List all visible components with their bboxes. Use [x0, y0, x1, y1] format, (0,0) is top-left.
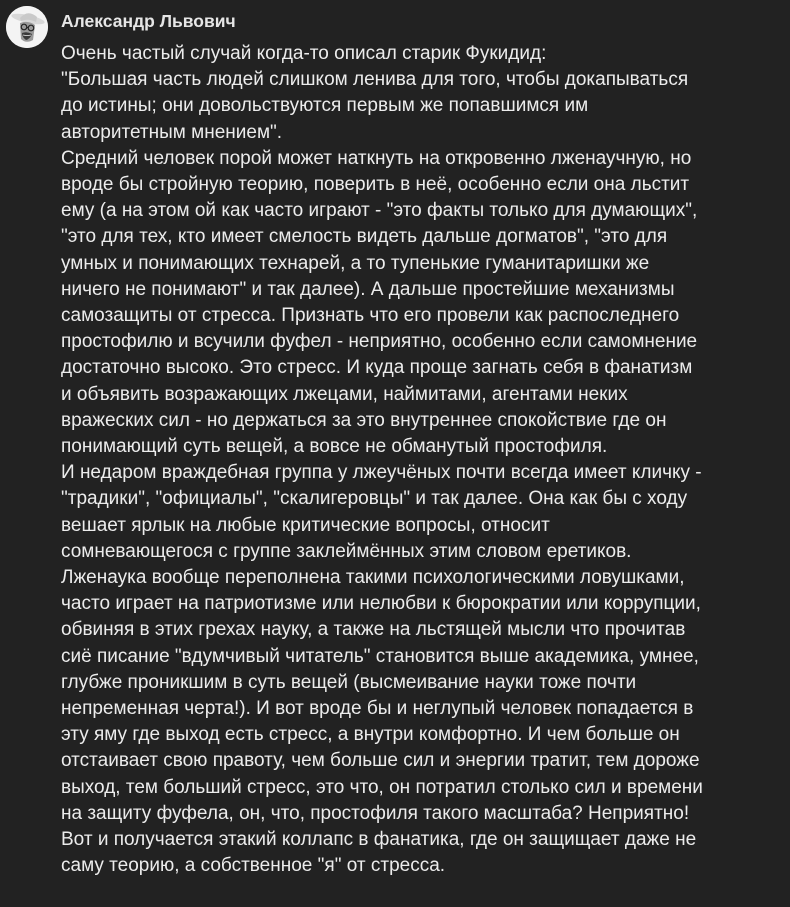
comment-text-line: Очень частый случай когда-то описал старик Фукидид: — [61, 42, 547, 64]
comment-text-line: "это для тех, кто имеет смелость видеть дальше догматов", "это для — [61, 225, 668, 248]
author-name[interactable]: Александр Львович — [61, 11, 236, 31]
comment-text-line: саму теорию, а собственное "я" от стресса. — [61, 854, 446, 877]
comment-text-line: вражеских сил - но держаться за это внутреннее спокойствие где он — [61, 408, 667, 431]
comment-text-line: непременная черта!). И вот вроде бы и неглупый человек попадается в — [61, 697, 694, 720]
comment-text-line: понимающий суть вещей, а вовсе не обманутый простофиля. — [61, 435, 608, 458]
comment-text-line: И недаром враждебная группа у лжеучёных почти всегда имеет кличку - — [61, 461, 702, 484]
comment-text-line: до истины; они довольствуются первым же попавшимся им — [61, 94, 589, 117]
comment-text-line: часто играет на патриотизме или нелюбви к бюрократии или коррупции, — [61, 592, 701, 615]
comment-text-line: ничего не понимают" и так далее). А дальше простейшие механизмы — [61, 277, 675, 300]
comment-text-line: достаточно высоко. Это стресс. И куда проще загнать себя в фанатизм — [61, 356, 693, 379]
comment-text-line: "Большая часть людей слишком ленива для того, чтобы докапываться — [61, 68, 689, 91]
comment-text-line: Вот и получается этакий коллапс в фанатика, где он защищает даже не — [61, 828, 697, 851]
comment-text-line: выход, тем больший стресс, это что, он потратил столько сил и времени — [61, 775, 703, 798]
avatar[interactable] — [6, 6, 48, 48]
comment-text-line: умных и понимающих технарей, а то тупенькие гуманитаришки же — [61, 251, 650, 274]
comment-text-line: отстаивает свою правоту, чем больше сил и энергии тратит, тем дороже — [61, 749, 700, 772]
comment-text-line: сиё писание "вдумчивый читатель" становится выше академика, умнее, — [61, 644, 699, 667]
comment-text-line: ему (а на этом ой как часто играют - "это факты только для думающих", — [61, 199, 698, 222]
comment-text-line: обвиняя в этих грехах науку, а также на льстящей мысли что прочитав — [61, 618, 686, 641]
comment-text-line: и объявить возражающих лжецами, наймитами, агентами неких — [61, 382, 628, 405]
comment-text-line: самозащиты от стресса. Признать что его провели как распоследнего — [61, 304, 680, 327]
cowboy-hat-man-avatar-icon — [6, 6, 48, 48]
comment-text-line: простофилю и всучили фуфел - неприятно, особенно если самомнение — [61, 330, 698, 353]
comment-text-line: Лженаука вообще переполнена такими психологическими ловушками, — [61, 566, 685, 589]
comment-text-line: Средний человек порой может наткнуть на откровенно лженаучную, но — [61, 146, 692, 169]
comment-text-line: на защиту фуфела, он, что, простофиля такого масштаба? Неприятно! — [61, 801, 690, 824]
comment-text-line: "традики", "официалы", "скалигеровцы" и так далее. Она как бы с ходу — [61, 487, 688, 510]
comment-text-line: глубже проникшим в суть вещей (высмеивание науки тоже почти — [61, 670, 637, 693]
comment-text-line: вешает ярлык на любые критические вопросы, относит — [61, 513, 550, 536]
comment-text-line: вроде бы стройную теорию, поверить в неё, особенно если она льстит — [61, 173, 690, 196]
comment-body — [61, 40, 790, 879]
comment-text-line: эту яму где выход есть стресс, а внутри комфортно. И чем больше он — [61, 723, 680, 746]
comment-text-line: авторитетным мнением". — [61, 120, 283, 143]
comment-text-line: сомневающегося с группе заклеймённых этим словом еретиков. — [61, 539, 632, 562]
